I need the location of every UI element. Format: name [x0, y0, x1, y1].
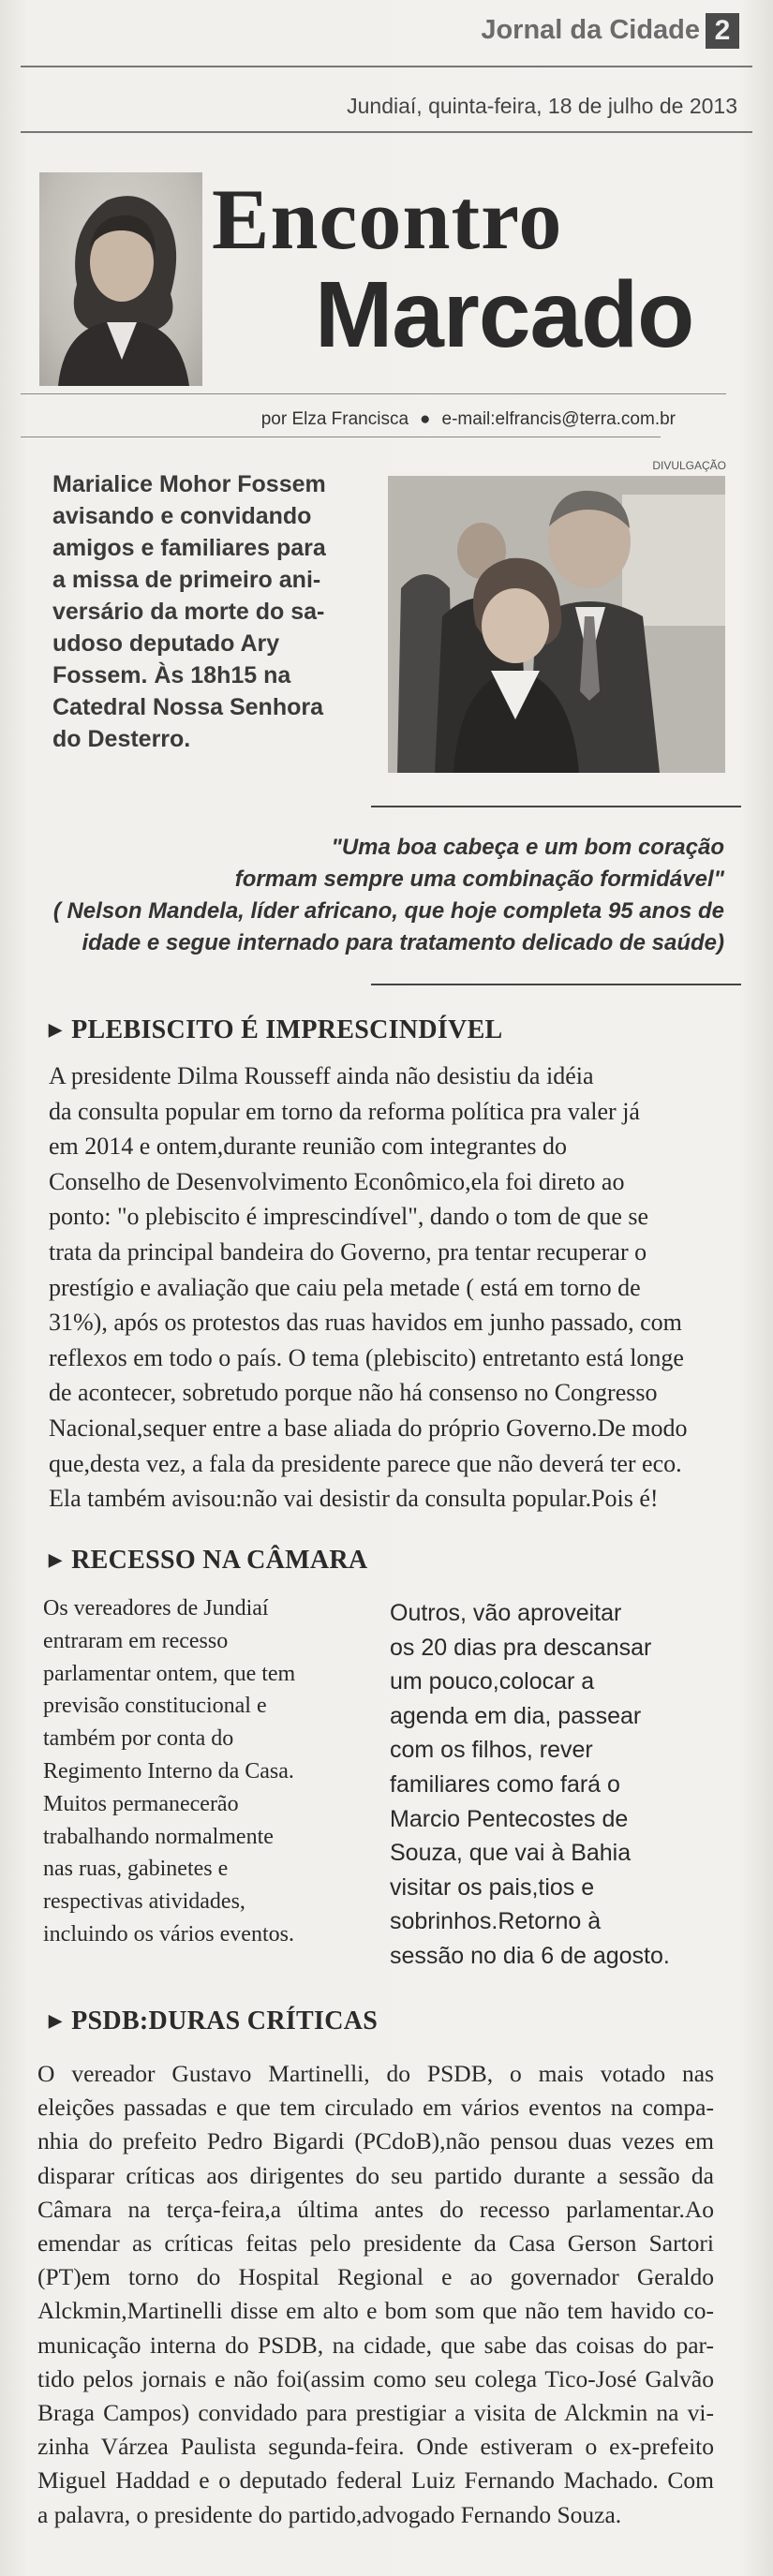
section-heading-text: PSDB:DURAS CRÍTICAS [71, 2006, 379, 2036]
body-line: emendar as críticas feitas pelo presidente da Casa Gerson Sartori [37, 2229, 714, 2258]
paper-name: Jornal da Cidade [481, 15, 700, 45]
section-heading-plebiscito [49, 1015, 503, 1045]
body-line: trabalhando normalmente [43, 1824, 274, 1849]
body-line: disparar críticas aos dirigentes do seu partido durante a sessão da [37, 2161, 714, 2189]
body-line: Souza, que vai à Bahia [390, 1840, 632, 1867]
body-line: os 20 dias pra descansar [390, 1634, 652, 1661]
body-line: em 2014 e ontem,durante reunião com integrantes do [49, 1133, 568, 1161]
body-line: Os vereadores de Jundiaí [43, 1596, 269, 1621]
body-line: familiares como fará o [390, 1770, 620, 1798]
column-title-line1: Encontro [212, 171, 563, 267]
body-line: também por conta do [43, 1726, 234, 1752]
body-line: Conselho de Desenvolvimento Econômico,ela foi direto ao [49, 1167, 625, 1195]
triangle-bullet-icon: ▶ [49, 1550, 63, 1569]
event-photo-illustration [388, 476, 725, 773]
body-line: entraram em recesso [43, 1628, 229, 1653]
lead-line: udoso deputado Ary [52, 630, 280, 657]
issue-date: Jundiaí, quinta-feira, 18 de julho de 2013 [347, 94, 737, 118]
body-line: sobrinhos.Retorno à [390, 1908, 602, 1935]
body-line: Câmara na terça-feira,a última antes do recesso parlamentar.Ao [37, 2195, 714, 2223]
body-line: Marcio Pentecostes de [390, 1805, 629, 1832]
body-line: visitar os pais,tios e [390, 1873, 595, 1901]
body-line: prestígio e avaliação que caiu pela metade ( está em torno de [49, 1273, 641, 1301]
body-line: nas ruas, gabinetes e [43, 1857, 229, 1882]
body-line: parlamentar ontem, que tem [43, 1661, 296, 1686]
body-line: agenda em dia, passear [390, 1702, 642, 1729]
quote-line: "Uma boa cabeça e um bom coração [331, 835, 724, 860]
page-number: 2 [706, 13, 739, 49]
body-line: Regimento Interno da Casa. [43, 1758, 294, 1784]
lead-line: versário da morte do sa- [52, 599, 325, 625]
column-title-line2: Marcado [315, 262, 694, 367]
section-body-psdb [37, 2057, 714, 2532]
quote-attribution: idade e segue internado para tratamento delicado de saúde) [82, 930, 724, 955]
body-line: reflexos em todo o país. O tema (plebiscito) entretanto está longe [49, 1343, 684, 1371]
quote-bottom-rule [371, 984, 741, 985]
body-line: A presidente Dilma Rousseff ainda não desistiu da idéia [49, 1062, 594, 1089]
body-line: Outros, vão aproveitar [390, 1600, 622, 1626]
section-body-recesso-left [43, 1592, 352, 1951]
quote-top-rule [371, 806, 741, 807]
byline-email[interactable]: e-mail:elfrancis@terra.com.br [441, 409, 676, 429]
quote-attribution: ( Nelson Mandela, líder africano, que hoje completa 95 anos de [52, 898, 724, 924]
title-rule [21, 393, 726, 394]
body-line: sessão no dia 6 de agosto. [390, 1942, 670, 1969]
body-line: da consulta popular em torno da reforma política pra valer já [49, 1097, 640, 1125]
body-line: eleições passadas e que tem circulado em vários eventos na compa- [37, 2094, 714, 2122]
body-line: nhia do prefeito Pedro Bigardi (PCdoB),não pensou duas vezes em [37, 2127, 714, 2155]
triangle-bullet-icon: ▶ [49, 1020, 63, 1039]
event-photo [388, 476, 725, 773]
triangle-bullet-icon: ▶ [49, 2011, 63, 2030]
quote-block [50, 832, 724, 959]
body-line: ponto: "o plebiscito é imprescindível", dando o tom de que se [49, 1203, 649, 1231]
section-body-plebiscito [49, 1059, 723, 1517]
body-line: (PT)em torno do Hospital Regional e ao governador Geraldo [37, 2263, 714, 2291]
body-line: Nacional,sequer entre a base aliada do próprio Governo.De modo [49, 1414, 688, 1442]
lead-line: do Desterro. [52, 726, 191, 752]
byline [261, 409, 676, 430]
section-body-recesso-right [390, 1596, 690, 1974]
section-heading-psdb [49, 2006, 378, 2036]
lead-paragraph [52, 468, 371, 755]
masthead-rule [21, 66, 752, 67]
bullet-icon: ● [420, 409, 431, 429]
quote-line: formam sempre uma combinação formidável" [234, 866, 724, 892]
lead-line: Fossem. Às 18h15 na [52, 662, 291, 688]
body-line: Miguel Haddad e o deputado federal Luiz Fernando Machado. Com [37, 2466, 714, 2495]
lead-line: amigos e familiares para [52, 535, 326, 561]
section-heading-recesso [49, 1546, 367, 1576]
body-line: Alckmin,Martinelli disse em alto e bom som que não tem havido co- [37, 2297, 714, 2325]
body-line: tido pelos jornais e não foi(assim como seu colega Tico-José Galvão [37, 2364, 714, 2392]
body-line: incluindo os vários eventos. [43, 1921, 294, 1947]
body-line: a palavra, o presidente do partido,advogado Fernando Souza. [37, 2500, 622, 2528]
body-line: Braga Campos) convidado para prestigiar a visita de Alckmin na vi- [37, 2399, 714, 2427]
columnist-portrait [39, 172, 202, 386]
lead-line: Catedral Nossa Senhora [52, 694, 323, 720]
body-line: um pouco,colocar a [390, 1668, 595, 1695]
lead-line: Marialice Mohor Fossem [52, 471, 326, 497]
columnist-portrait-illustration [39, 172, 202, 386]
masthead [0, 0, 773, 66]
body-line: que,desta vez, a fala da presidente parece que não deverá ter eco. [49, 1449, 682, 1477]
body-line: respectivas atividades, [43, 1889, 245, 1915]
body-line: O vereador Gustavo Martinelli, do PSDB, o mais votado nas [37, 2060, 714, 2087]
body-line: municação interna do PSDB, na cidade, que sabe das coisas do par- [37, 2331, 714, 2359]
body-line: com os filhos, rever [390, 1737, 593, 1764]
section-heading-text: RECESSO NA CÂMARA [71, 1546, 368, 1575]
body-line: 31%), após os protestos das ruas havidos em junho passado, com [49, 1309, 682, 1337]
lead-line: avisando e convidando [52, 503, 312, 529]
section-heading-text: PLEBISCITO É IMPRESCINDÍVEL [71, 1015, 503, 1044]
body-line: de acontecer, sobretudo porque não há consenso no Congresso [49, 1379, 658, 1407]
byline-author: por Elza Francisca [260, 409, 409, 429]
photo-credit: DIVULGAÇÃO [652, 459, 726, 472]
body-line: trata da principal bandeira do Governo, pra tentar recuperar o [49, 1237, 647, 1266]
date-rule [21, 131, 752, 133]
body-line: zinha Várzea Paulista segunda-feira. Onde estiveram o ex-prefeito [37, 2433, 714, 2461]
body-line: previsão constitucional e [43, 1694, 267, 1719]
lead-line: a missa de primeiro ani- [52, 567, 321, 593]
body-line: Ela também avisou:não vai desistir da consulta popular.Pois é! [49, 1485, 659, 1513]
body-line: Muitos permanecerão [43, 1791, 239, 1816]
